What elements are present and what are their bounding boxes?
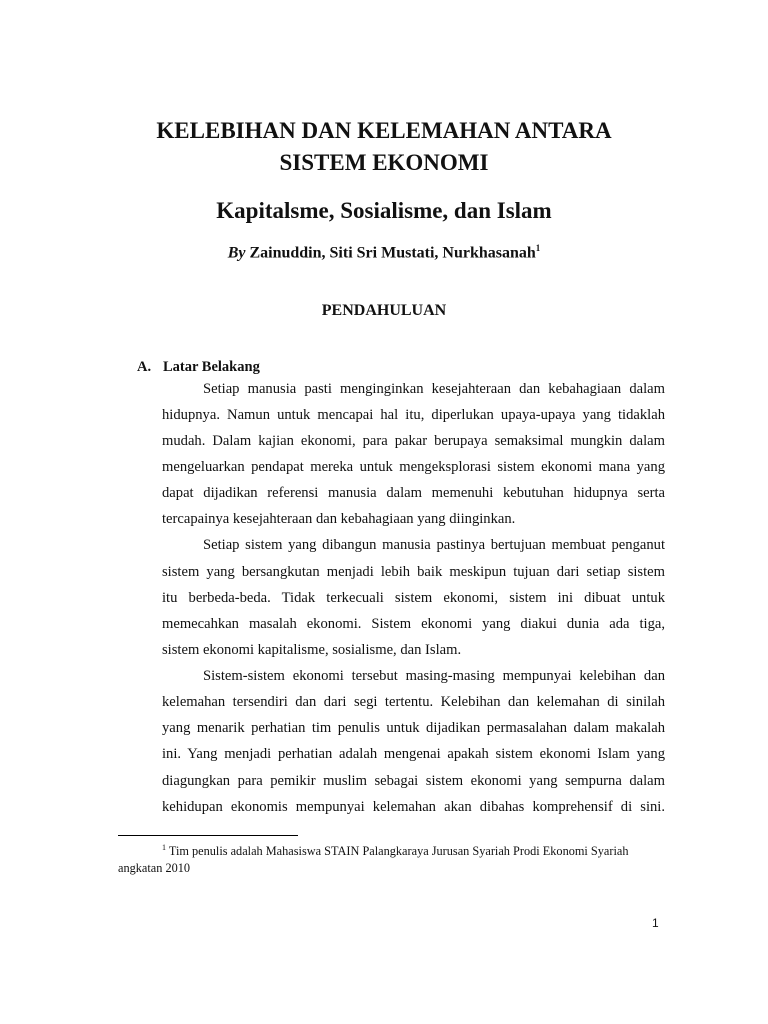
paragraph-line: mudah. Dalam kajian ekonomi, para pakar berupaya semaksimal mungkin dalam <box>162 433 665 449</box>
paragraph-line: Setiap manusia pasti menginginkan kesejahteraan dan kebahagiaan dalam <box>203 381 665 397</box>
paragraph-line: mengeluarkan pendapat mereka untuk mengeksplorasi sistem ekonomi mana yang <box>162 459 665 475</box>
paragraph-line: kehidupan ekonomis mempunyai kelemahan akan dibahas komprehensif di sini. <box>162 799 665 815</box>
subtitle: Kapitalsme, Sosialisme, dan Islam <box>216 198 552 223</box>
footnote-line-1: Tim penulis adalah Mahasiswa STAIN Palangkaraya Jurusan Syariah Prodi Ekonomi Syariah <box>168 844 629 859</box>
footnote <box>162 843 628 859</box>
authors-line <box>0 243 768 262</box>
footnote-separator <box>118 835 298 836</box>
paragraph-line: kelemahan tersendiri dan dari segi tertentu. Kelebihan dan kelemahan di sinilah <box>162 694 665 710</box>
footnote-number: 1 <box>162 843 166 852</box>
authors: Zainuddin, Siti Sri Mustati, Nurkhasanah <box>249 244 536 262</box>
section-number: A. <box>137 359 152 375</box>
paragraph-line: diagungkan para pemikir muslim sebagai sistem ekonomi yang sempurna dalam <box>162 773 665 789</box>
by-label: By <box>227 244 246 262</box>
page-number: 1 <box>652 916 659 930</box>
paragraph-line: sistem ekonomi kapitalisme, sosialisme, dan Islam. <box>162 642 462 658</box>
footnote-line-2: angkatan 2010 <box>118 861 191 875</box>
paragraph-line: tercapainya kesejahteraan dan kebahagiaan yang diinginkan. <box>162 511 516 527</box>
paragraph-line: sistem yang bersangkutan menjadi lebih baik meskipun tujuan dari setiap sistem <box>162 564 665 580</box>
title-line-2: SISTEM EKONOMI <box>279 150 489 175</box>
footnote-ref: 1 <box>535 243 541 253</box>
chapter-heading: PENDAHULUAN <box>321 302 447 319</box>
paragraph-line: Sistem-sistem ekonomi tersebut masing-masing mempunyai kelebihan dan <box>203 668 665 684</box>
paragraph-line: yang menarik perhatian tim penulis untuk dijadikan permasalahan dalam makalah <box>162 720 665 736</box>
title-line-1: KELEBIHAN DAN KELEMAHAN ANTARA <box>156 118 612 143</box>
paragraph-line: memecahkan masalah ekonomi. Sistem ekonomi yang diakui dunia ada tiga, <box>162 616 665 632</box>
paragraph-line: dapat dijadikan referensi manusia dalam memenuhi kebutuhan hidupnya serta <box>162 485 665 501</box>
paragraph-line: hidupnya. Namun untuk mencapai hal itu, diperlukan upaya-upaya yang tidaklah <box>162 407 665 423</box>
section-title: Latar Belakang <box>163 359 260 375</box>
section-heading <box>137 359 260 376</box>
paragraph-line: Setiap sistem yang dibangun manusia pastinya bertujuan membuat penganut <box>203 537 665 553</box>
paragraph-line: ini. Yang menjadi perhatian adalah mengenai apakah sistem ekonomi Islam yang <box>162 746 665 762</box>
paragraph-line: itu berbeda-beda. Tidak terkecuali sistem ekonomi, sistem ini dibuat untuk <box>162 590 665 606</box>
